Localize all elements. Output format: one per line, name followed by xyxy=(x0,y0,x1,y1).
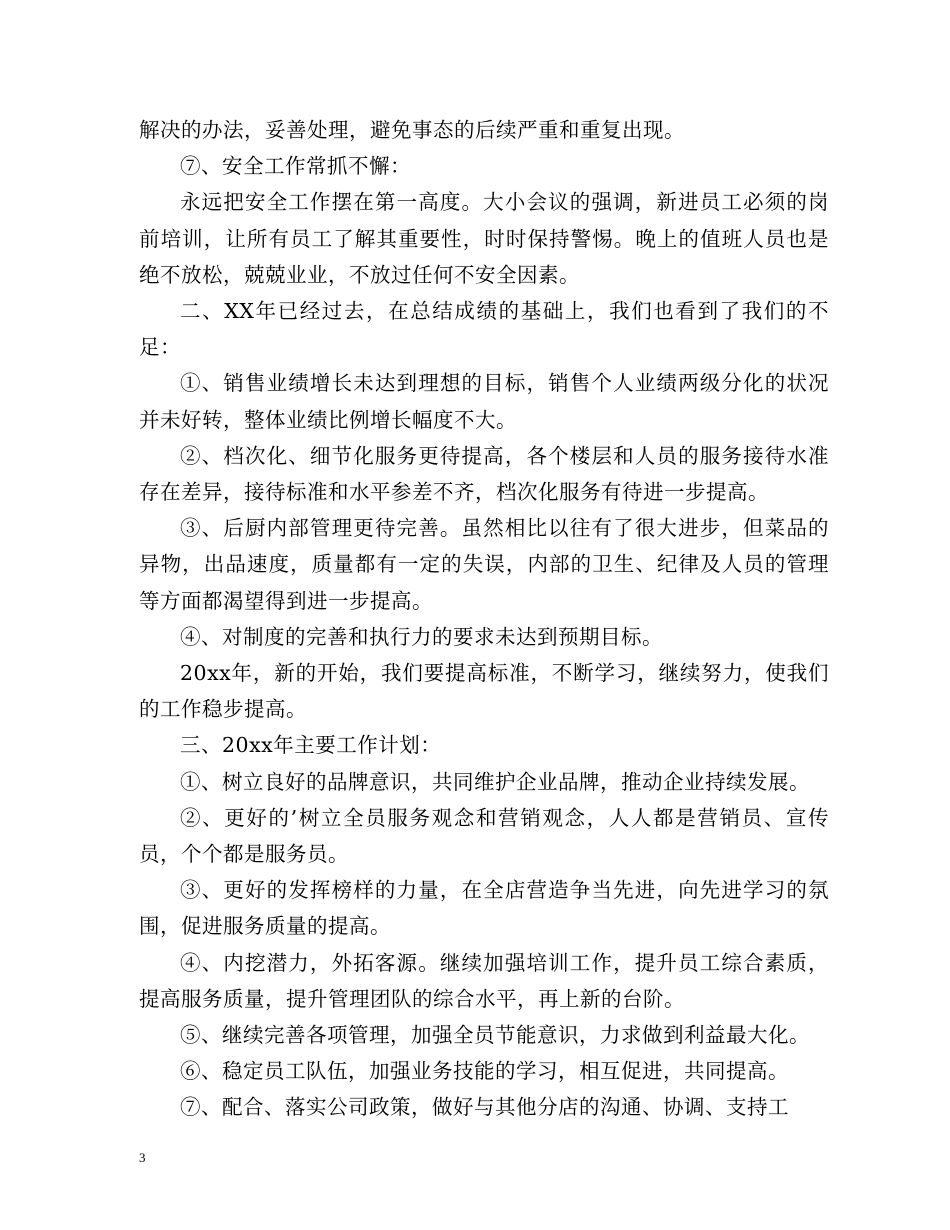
paragraph-9: 20xx年，新的开始，我们要提高标准，不断学习，继续努力，使我们的工作稳步提高。 xyxy=(139,661,829,722)
page-number: 3 xyxy=(139,1150,146,1165)
paragraph-3: 永远把安全工作摆在第一高度。大小会议的强调，新进员工必须的岗前培训，让所有员工了解其重要性，时时保持警惕。晚上的值班人员也是绝不放松，兢兢业业，不放过任何不安全因素。 xyxy=(139,190,829,287)
paragraph-16: ⑥、稳定员工队伍，加强业务技能的学习，相互促进，共同提高。 xyxy=(180,1059,789,1084)
paragraph-17: ⑦、配合、落实公司政策，做好与其他分店的沟通、协调、支持工 xyxy=(180,1095,789,1120)
paragraph-13: ③、更好的发挥榜样的力量，在全店营造争当先进，向先进学习的氛围，促进服务质量的提高。 xyxy=(139,878,829,939)
paragraph-14: ④、内挖潜力，外拓客源。继续加强培训工作，提升员工综合素质，提高服务质量，提升管理团队的综合水平，再上新的台阶。 xyxy=(139,950,829,1011)
paragraph-11: ①、树立良好的品牌意识，共同维护企业品牌，推动企业持续发展。 xyxy=(180,769,810,794)
paragraph-4: 二、XX年已经过去，在总结成绩的基础上，我们也看到了我们的不足： xyxy=(139,299,829,360)
paragraph-5: ①、销售业绩增长未达到理想的目标，销售个人业绩两级分化的状况并未好转，整体业绩比例增长幅度不大。 xyxy=(139,371,829,432)
paragraph-8: ④、对制度的完善和执行力的要求未达到预期目标。 xyxy=(180,624,663,649)
document-body xyxy=(139,112,829,1126)
paragraph-1: 解决的办法，妥善处理，避免事态的后续严重和重复出现。 xyxy=(139,118,685,142)
paragraph-10: 三、20xx年主要工作计划： xyxy=(180,733,442,758)
paragraph-2: ⑦、安全工作常抓不懈： xyxy=(180,154,411,179)
paragraph-12: ②、更好的’树立全员服务观念和营销观念，人人都是营销员、宣传员，个个都是服务员。 xyxy=(139,805,829,867)
paragraph-15: ⑤、继续完善各项管理，加强全员节能意识，力求做到利益最大化。 xyxy=(180,1023,810,1048)
paragraph-7: ③、后厨内部管理更待完善。虽然相比以往有了很大进步，但菜品的异物，出品速度，质量都有一定的失误，内部的卫生、纪律及人员的管理等方面都渴望得到进一步提高。 xyxy=(139,516,829,613)
paragraph-6: ②、档次化、细节化服务更待提高，各个楼层和人员的服务接待水准存在差异，接待标准和水平参差不齐，档次化服务有待进一步提高。 xyxy=(139,443,829,505)
